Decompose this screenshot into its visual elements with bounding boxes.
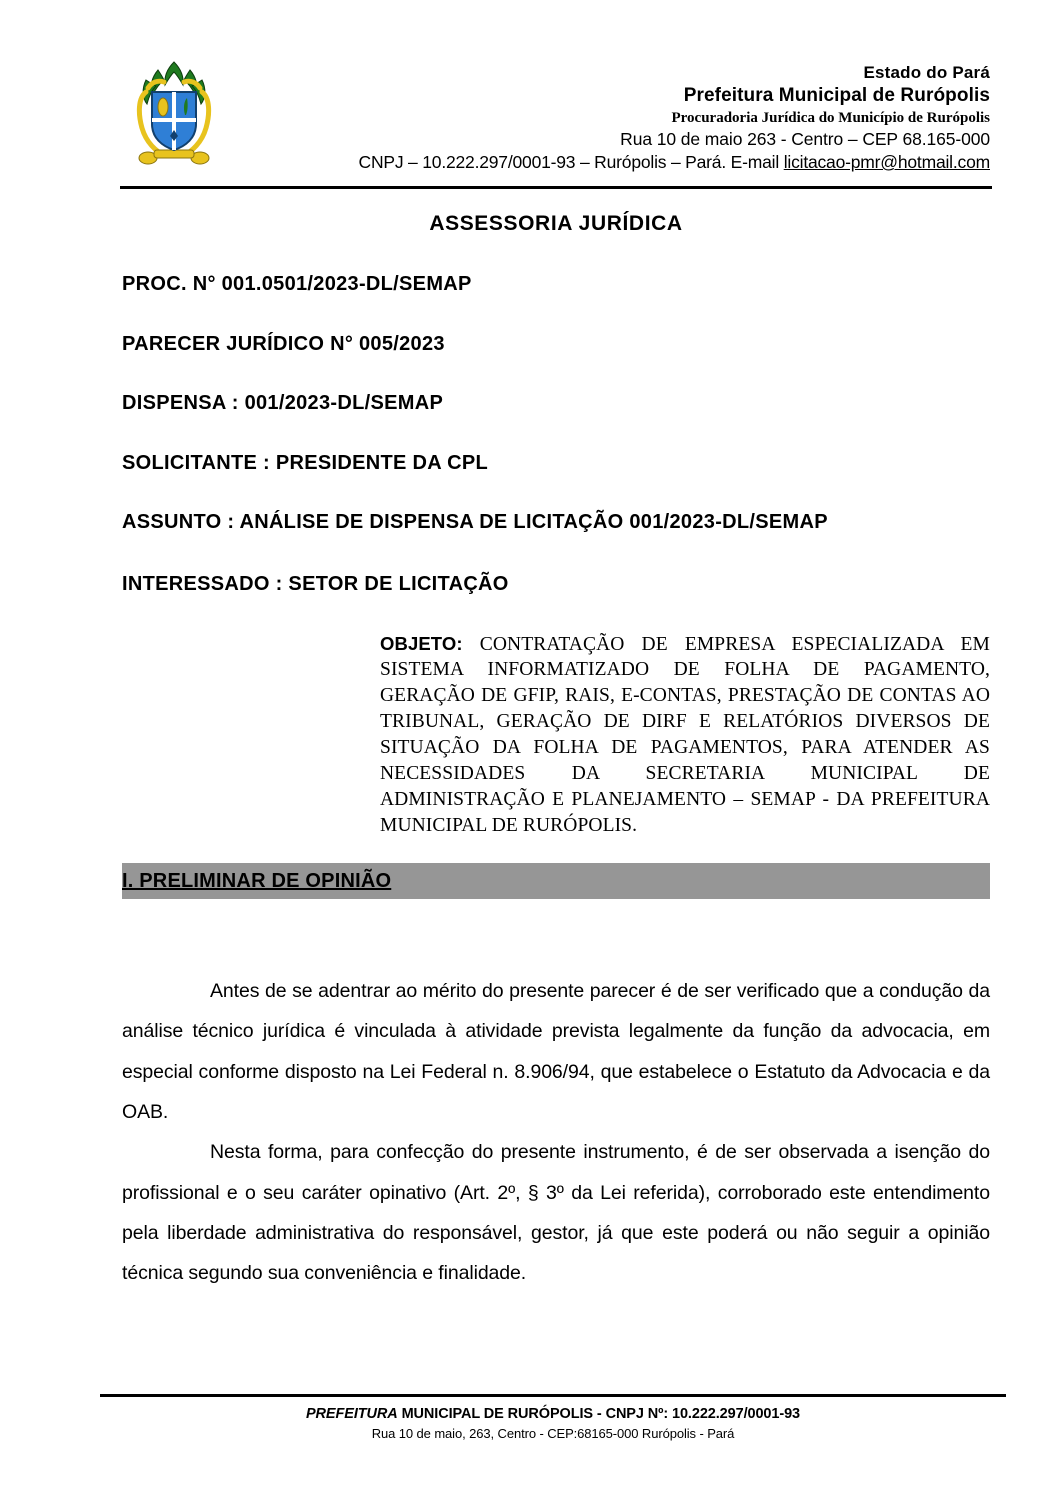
footer-entity-rest: MUNICIPAL DE RURÓPOLIS - CNPJ Nº: 10.222.297/0001-93 xyxy=(397,1406,801,1422)
field-proc: PROC. N° 001.0501/2023-DL/SEMAP xyxy=(122,273,472,295)
footer-entity-prefix: PREFEITURA xyxy=(305,1406,398,1422)
paragraph: Nesta forma, para confecção do presente instrumento, é de ser observada a isenção do profissional e o seu caráter opinativo (Art. 2º, § 3º da Lei referida), corroborado este entendimento pela liberdade administrativa do responsável, gestor, já que este poderá ou não seguir a opinião técnica segundo sua conveniência e finalidade. xyxy=(122,1141,990,1285)
field-dispensa: DISPENSA : 001/2023-DL/SEMAP xyxy=(122,392,444,415)
body-paragraphs xyxy=(122,971,990,1294)
field-parecer: PARECER JURÍDICO N° 005/2023 xyxy=(122,332,445,355)
footer-address: Rua 10 de maio, 263, Centro - CEP:68165-000 Rurópolis - Pará xyxy=(371,1425,735,1441)
header-cnpj-email xyxy=(230,151,990,174)
document-header xyxy=(120,52,990,172)
header-email-link[interactable]: licitacao-pmr@hotmail.com xyxy=(783,152,990,173)
header-address: Rua 10 de maio 263 - Centro – CEP 68.165-000 xyxy=(620,129,990,150)
paragraph: Antes de se adentrar ao mérito do presente parecer é de ser verificado que a condução da análise técnico jurídica é vinculada à atividade prevista legalmente da função da advocacia, em especial conforme disposto na Lei Federal n. 8.906/94, que estabelece o Estatuto da Advocacia e da OAB. xyxy=(122,979,990,1124)
header-cnpj-text: CNPJ – 10.222.297/0001-93 – Rurópolis – Pará. E-mail xyxy=(358,152,784,173)
header-city-hall: Prefeitura Municipal de Rurópolis xyxy=(683,85,990,107)
section-heading-preliminar xyxy=(122,863,990,899)
header-text-block xyxy=(230,62,990,174)
footer-entity xyxy=(100,1404,1006,1425)
document-content xyxy=(122,212,990,1294)
objeto-label: OBJETO: xyxy=(380,632,463,654)
objeto-block xyxy=(380,632,990,839)
field-assunto: ASSUNTO : ANÁLISE DE DISPENSA DE LICITAÇÃO 001/2023-DL/SEMAP xyxy=(122,511,828,534)
header-department: Procuradoria Jurídica do Município de Rurópolis xyxy=(671,109,990,126)
header-divider xyxy=(120,186,992,189)
document-footer xyxy=(100,1404,1006,1443)
coat-of-arms-icon xyxy=(128,58,220,166)
footer-divider xyxy=(100,1394,1006,1397)
field-interessado: INTERESSADO : SETOR DE LICITAÇÃO xyxy=(122,572,509,595)
section-heading-label: I. PRELIMINAR DE OPINIÃO xyxy=(122,869,392,892)
page-title: ASSESSORIA JURÍDICA xyxy=(429,212,683,235)
objeto-text: CONTRATAÇÃO DE EMPRESA ESPECIALIZADA EM SISTEMA INFORMATIZADO DE FOLHA DE PAGAMENTO, GERAÇÃO DE GFIP, RAIS, E-CONTAS, PRESTAÇÃO DE CONTAS AO TRIBUNAL, GERAÇÃO DE DIRF E RELATÓRIOS DIVERSOS DE SITUAÇÃO DA FOLHA DE PAGAMENTOS, PARA ATENDER AS NECESSIDADES DA SECRETARIA MUNICIPAL DE ADMINISTRAÇÃO E PLANEJAMENTO – SEMAP - DA PREFEITURA MUNICIPAL DE RURÓPOLIS. xyxy=(380,633,990,837)
header-state: Estado do Pará xyxy=(863,63,990,82)
field-solicitante: SOLICITANTE : PRESIDENTE DA CPL xyxy=(122,451,488,474)
